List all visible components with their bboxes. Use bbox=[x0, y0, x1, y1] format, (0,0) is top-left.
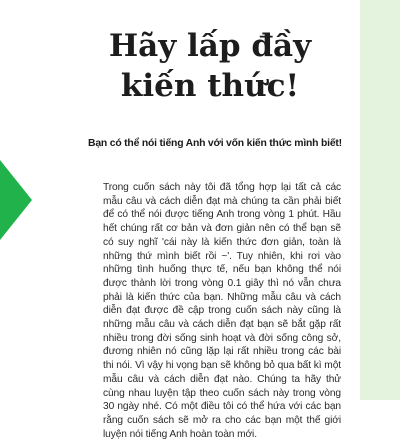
green-triangle-icon bbox=[0, 160, 32, 240]
body-paragraph: Trong cuốn sách này tôi đã tổng hợp lại tất cả các mẫu câu và cách diễn đạt mà chúng ta cần phải biết để có thể nói được tiếng Anh trong vòng 1 phút. Hầu hết chúng rất cơ bản và đơn giản nên có thể bạn sẽ có suy nghĩ 'cái này là kiến thức đơn giản, toàn là những thứ mình biết rồi ~'. Tuy nhiên, khi rơi vào những tình huống thực tế, nếu bạn không thể nói được thành lời trong vòng 0.1 giây thì nó vẫn chưa phải là kiến thức của bạn. Những mẫu câu và cách diễn đạt được đề cập trong cuốn sách này cũng là những mẫu câu và cách diễn đạt bạn sẽ bắt gặp rất nhiều trong đời sống sinh hoạt và đời sống công sở, đương nhiên nó cũng lặp lại rất nhiều trong các bài thi nói. Vì vậy hi vọng bạn sẽ không bỏ qua bất kì một mẫu câu và cách diễn đạt nào. Chúng ta hãy thử cùng nhau luyện tập theo cuốn sách này trong vòng 30 ngày nhé. Có một điều tôi có thể hứa với các bạn rằng cuốn sách sẽ mở ra cho các bạn một thế giới luyện nói tiếng Anh hoàn toàn mới. bbox=[103, 182, 341, 440]
page-title-line-1: Hãy lấp đầy bbox=[108, 28, 312, 64]
page-subtitle: Bạn có thể nói tiếng Anh với vốn kiến thức mình biết! bbox=[88, 138, 342, 149]
page-edge-strip bbox=[360, 0, 400, 400]
page-title bbox=[70, 26, 350, 106]
page-title-line-2: kiến thức! bbox=[120, 68, 300, 104]
